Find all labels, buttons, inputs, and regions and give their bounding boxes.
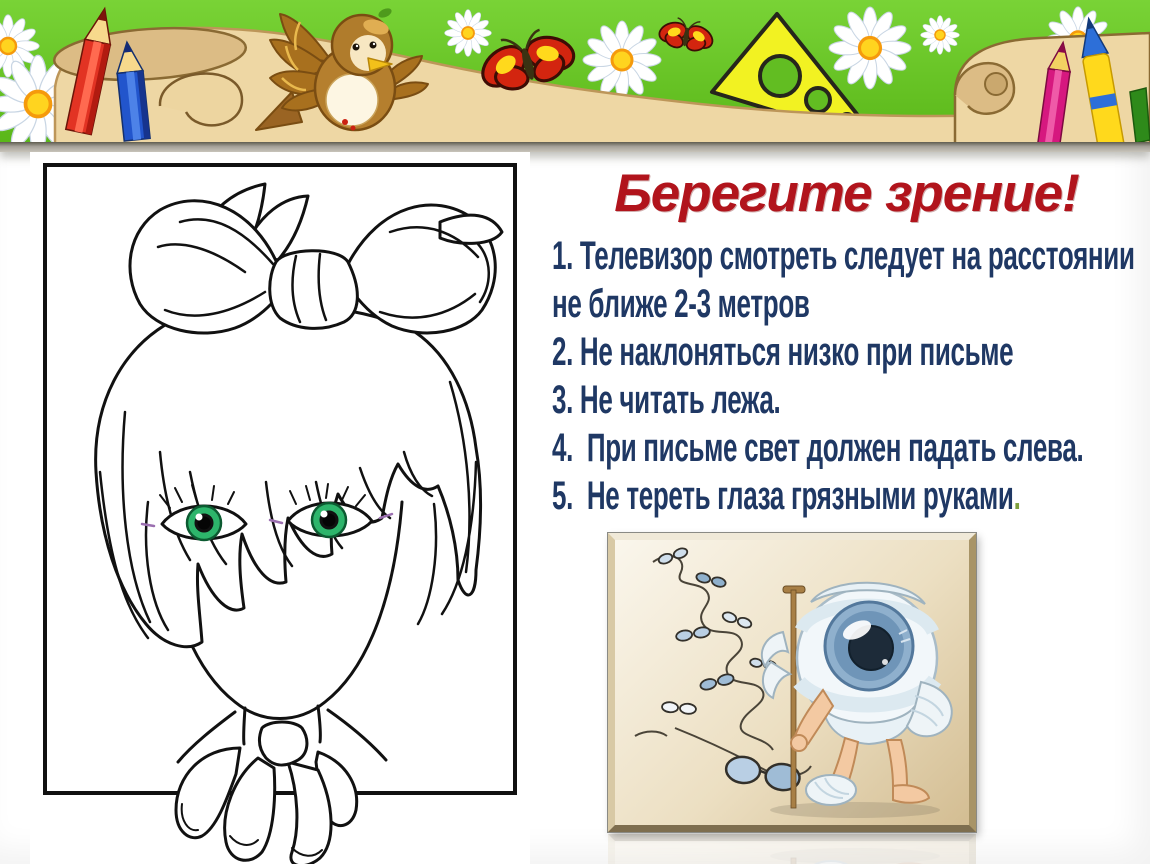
slide-title: Берегите зрение!: [614, 164, 1079, 223]
banner-bottom-edge: [0, 142, 1150, 152]
header-art: [0, 0, 1150, 152]
green-period: .: [1013, 474, 1021, 518]
eye-character-art: [615, 540, 969, 825]
list-item-5: 5. Не тереть глаза грязными руками.: [552, 474, 1021, 518]
girl-coloring-drawing: [30, 152, 530, 864]
rules-list: [552, 232, 1141, 520]
list-item-3: 3. Не читать лежа.: [552, 378, 781, 422]
eyeball-iris: [825, 602, 913, 690]
bandaged-foot: [806, 775, 856, 805]
list-item-2: 2. Не наклоняться низко при письме: [552, 330, 1014, 374]
girl-drawing-art: [30, 152, 530, 864]
list-item-1: 1. Телевизор смотреть следует на расстоянии не ближе 2-3 метров: [552, 234, 1142, 326]
slide-content: [552, 166, 1141, 520]
eye-character-picture: [608, 533, 976, 832]
list-item-4: 4. При письме свет должен падать слева.: [552, 426, 1084, 470]
decorative-header-banner: [0, 0, 1150, 152]
